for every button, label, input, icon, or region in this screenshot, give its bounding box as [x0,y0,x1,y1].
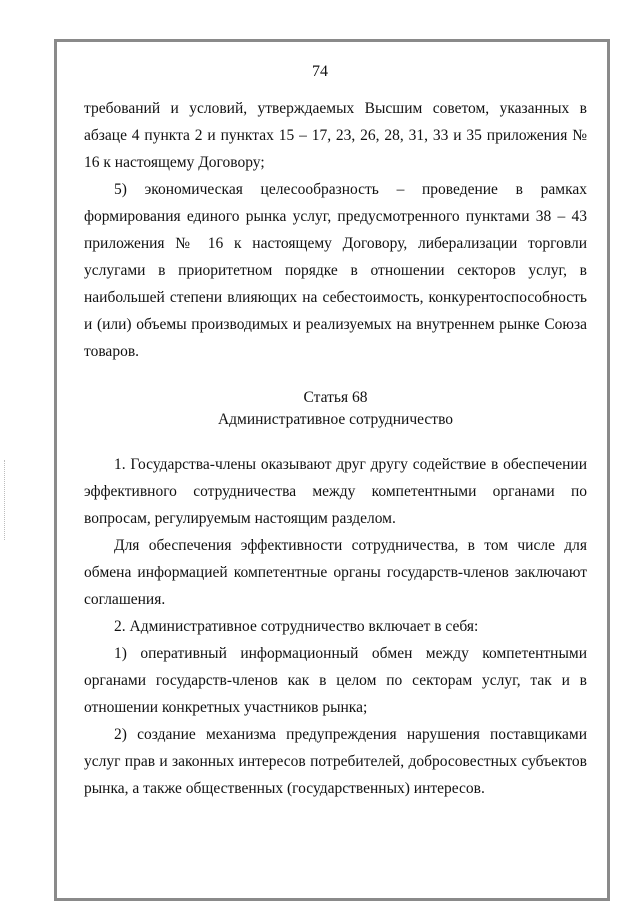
paragraph-agreements: Для обеспечения эффективности сотрудничества, в том числе для обмена информацией компетентные органы государств-членов заключают соглашения. [84,537,587,608]
page-number: 74 [312,63,328,80]
paragraph-clause-1: 1. Государства-члены оказывают друг другу содействие в обеспечении эффективного сотрудничества между компетентными органами по вопросам, регулируемым настоящим разделом. [84,456,587,527]
paragraph-subitem-1: 1) оперативный информационный обмен между компетентными органами государств-членов как в целом по секторам услуг, так и в отношении конкретных участников рынка; [84,645,587,716]
document-body [84,95,587,802]
paragraph-item-5: 5) экономическая целесообразность – проведение в рамках формирования единого рынка услуг, предусмотренного пунктами 38 – 43 приложения № 16 к настоящему Договору, либерализации торговли услугами в приоритетном порядке в отношении секторов услуг, в наибольшей степени влияющих на себестоимость, конкурентоспособность и (или) объемы производимых и реализуемых на внутреннем рынке Союза товаров. [84,181,587,360]
paragraph-clause-2: 2. Административное сотрудничество включает в себя: [114,618,479,635]
paragraph-subitem-2: 2) создание механизма предупреждения нарушения поставщиками услуг прав и законных интересов потребителей, добросовестных субъектов рынка, а также общественных (государственных) интересов. [84,726,587,797]
scan-margin-marks [4,460,6,540]
article-title: Административное сотрудничество [217,411,454,428]
paragraph-continuation: требований и условий, утверждаемых Высшим советом, указанных в абзаце 4 пункта 2 и пунктах 15 – 17, 23, 26, 28, 31, 33 и 35 приложения № 16 к настоящему Договору; [84,100,587,171]
article-number: Статья 68 [303,389,368,406]
